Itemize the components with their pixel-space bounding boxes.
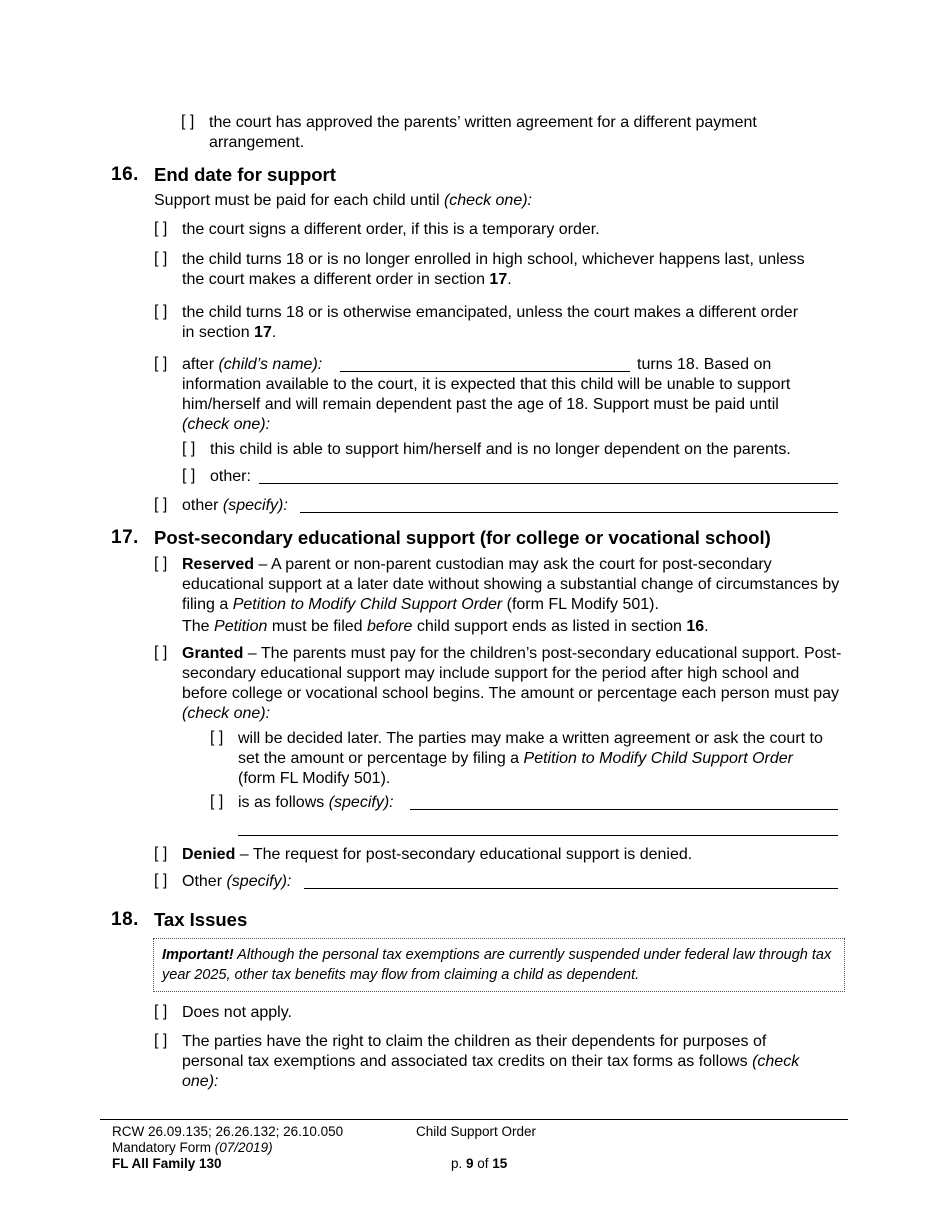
option-emancipated: the child turns 18 or is otherwise emancipated, unless the court makes a different order in section 17.	[182, 304, 799, 341]
section-title: Post-secondary educational support (for college or vocational school)	[154, 527, 771, 548]
checkbox[interactable]: [ ]	[210, 793, 224, 810]
other-specify-field[interactable]	[300, 512, 838, 513]
sub-option-able: this child is able to support him/herself and is no longer dependent on the parents.	[210, 441, 791, 458]
option-child-name: after (child’s name):	[182, 356, 323, 373]
footer-mandatory: Mandatory Form (07/2019)	[112, 1140, 273, 1155]
child-name-field[interactable]	[340, 371, 630, 372]
other-field[interactable]	[304, 888, 838, 889]
footer-form-id: FL All Family 130	[112, 1156, 222, 1171]
section-number: 17.	[111, 527, 139, 548]
option-temporary-order: the court signs a different order, if this is a temporary order.	[182, 221, 600, 238]
as-follows-field-line2[interactable]	[238, 835, 838, 836]
checkbox[interactable]: [ ]	[210, 729, 224, 746]
other-field[interactable]	[259, 483, 838, 484]
option-other-specify: other (specify):	[182, 497, 288, 514]
checkbox[interactable]: [ ]	[154, 644, 168, 661]
section-intro: Support must be paid for each child until (check one):	[154, 192, 532, 209]
option-claim-dependents: The parties have the right to claim the children as their dependents for purposes of personal tax exemptions and associated tax credits on their tax forms as follows (check one):	[182, 1033, 800, 1090]
checkbox[interactable]: [ ]	[154, 845, 168, 862]
option-child-name-suffix: turns 18. Based on	[637, 356, 772, 373]
footer-title: Child Support Order	[416, 1124, 537, 1139]
option-high-school: the child turns 18 or is no longer enrolled in high school, whichever happens last, unless the court makes a different order in section 17.	[182, 251, 805, 288]
checkbox[interactable]: [ ]	[154, 1032, 168, 1049]
granted-as-follows: is as follows (specify):	[238, 794, 394, 811]
checkbox[interactable]: [ ]	[154, 1003, 168, 1020]
checkbox[interactable]: [ ]	[154, 250, 168, 267]
section-number: 18.	[111, 909, 139, 930]
as-follows-field[interactable]	[410, 809, 838, 810]
footer-rule	[100, 1119, 848, 1120]
granted-decided-later: will be decided later. The parties may make a written agreement or ask the court to set the amount or percentage by filing a Petition to Modify Child Support Order (form FL Modify 501).	[238, 730, 823, 787]
footer-statute: RCW 26.09.135; 26.26.132; 26.10.050	[112, 1124, 344, 1139]
important-note: Important! Although the personal tax exemptions are currently suspended under federal law through tax year 2025, other tax benefits may flow from claiming a child as dependent.	[153, 938, 845, 992]
sub-option-other: other:	[210, 468, 251, 485]
option-not-apply: Does not apply.	[182, 1004, 292, 1021]
checkbox[interactable]: [ ]	[154, 555, 168, 572]
section-title: Tax Issues	[154, 909, 248, 930]
checkbox[interactable]: [ ]	[154, 303, 168, 320]
list-item: the court has approved the parents’ written agreement for a different payment arrangement.	[209, 114, 757, 151]
option-granted: Granted – The parents must pay for the children’s post-secondary educational support. Post-secondary educational support may include support for the period after high school and before college or vocational school begins. The amount or percentage each person must pay (check one):	[182, 645, 842, 722]
checkbox[interactable]: [ ]	[154, 355, 168, 372]
checkbox[interactable]: [ ]	[154, 496, 168, 513]
option-other: Other (specify):	[182, 873, 292, 890]
option-denied: Denied – The request for post-secondary educational support is denied.	[182, 846, 693, 863]
checkbox[interactable]: [ ]	[182, 440, 196, 457]
option-child-name-detail: information available to the court, it is expected that this child will be unable to support him/herself and will remain dependent past the age of 18. Support must be paid until (check one):	[182, 376, 791, 433]
checkbox[interactable]: [ ]	[182, 467, 196, 484]
option-reserved: Reserved – A parent or non-parent custodian may ask the court for post-secondary educational support at a later date without showing a substantial change of circumstances by filing a Petition to Modify Child Support Order (form FL Modify 501).	[182, 556, 840, 613]
section-number: 16.	[111, 164, 139, 185]
checkbox[interactable]: [ ]	[154, 872, 168, 889]
checkbox[interactable]: [ ]	[181, 113, 195, 130]
section-title: End date for support	[154, 164, 336, 185]
option-reserved-note: The Petition must be filed before child support ends as listed in section 16.	[182, 618, 709, 635]
checkbox[interactable]: [ ]	[154, 220, 168, 237]
page-number: p. 9 of 15	[451, 1156, 508, 1171]
